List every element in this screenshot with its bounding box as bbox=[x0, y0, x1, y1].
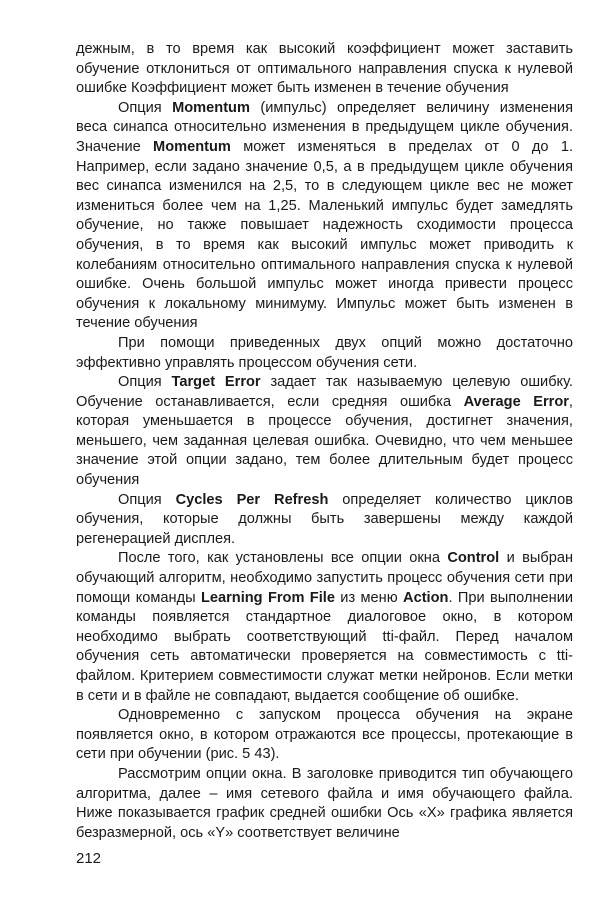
text-span: определяет количество циклов обучения, которые должны быть завершены между каждой регенерацией дисплея. bbox=[76, 491, 573, 547]
text-span: . При выполнении команды появляется стандартное диалоговое окно, в котором необходимо выбрать соответствующий tti-файл. Перед началом обучения сеть автоматически проверяется на совместимость с tti-файлом. Критерием совместимости служат метки нейронов. Если метки в сети и в файле не совпадают, выдается сообщение об ошибке. bbox=[76, 589, 573, 704]
bold-term: Action bbox=[403, 589, 449, 606]
bold-term: Control bbox=[447, 550, 500, 567]
bold-term: Target Error bbox=[171, 374, 261, 391]
text-span: из меню bbox=[334, 589, 404, 606]
bold-term: Average Error bbox=[463, 393, 569, 410]
bold-term: Learning From File bbox=[200, 589, 335, 606]
text-span: Одновременно с запуском процесса обучения на экране появляется окно, в котором отражаются все процессы, протекающие в сети при обучении (рис. 5 43). bbox=[76, 707, 573, 763]
bold-term: Momentum bbox=[172, 99, 250, 116]
bold-term: Cycles Per Refresh bbox=[175, 491, 329, 508]
text-span: Опция bbox=[118, 374, 172, 391]
text-span: может изменяться в пределах от 0 до 1. Например, если задано значение 0,5, а в предыдущем цикле обучения вес синапса изменился на 2,5, то в следующем цикле вес не может измениться более чем на 1,25. Маленький импульс будет замедлять обучение, но также повышает надежность сходимости процесса обучения, в то время как высокий импульс может приводить к колебаниям относительно оптимального направления спуска к нулевой ошибке. Очень большой импульс может иногда привести процесс обучения к локальному минимуму. Импульс может быть изменен в течение обучения bbox=[76, 138, 573, 332]
paragraph-6 bbox=[76, 706, 573, 765]
text-span: Рассмотрим опции окна. В заголовке приводится тип обучающего алгоритма, далее – имя сетевого файла и имя обучающего файла. Ниже показывается график средней ошибки Ось «X» графика является безразмерной, ось «Y» соответствует величине bbox=[76, 765, 573, 841]
text-span: задает так называемую целевую ошибку. Обучение останавливается, если средняя ошибка bbox=[76, 374, 573, 410]
paragraph-1 bbox=[76, 99, 573, 334]
paragraph-0 bbox=[76, 40, 573, 99]
paragraph-4 bbox=[76, 491, 573, 550]
text-span: дежным, в то время как высокий коэффициент может заставить обучение отклониться от оптимального направления спуска к нулевой ошибке Коэффициент может быть изменен в течение обучения bbox=[76, 41, 573, 97]
page-number: 212 bbox=[76, 850, 102, 867]
paragraph-2 bbox=[76, 334, 573, 373]
text-span: , которая уменьшается в процессе обучения, достигнет значения, меньшего, чем заданная целевая ошибка. Очевидно, что чем меньшее значение этой опции задано, тем более длительным будет процесс обучения bbox=[76, 393, 573, 489]
bold-term: Momentum bbox=[153, 138, 231, 155]
text-span: Опция bbox=[118, 491, 176, 508]
text-span: и выбран обучающий алгоритм, необходимо запустить процесс обучения сети при помощи команды bbox=[76, 550, 573, 606]
paragraph-7 bbox=[76, 765, 573, 843]
text-span: Опция bbox=[118, 99, 173, 116]
page-body bbox=[76, 40, 573, 843]
paragraph-5 bbox=[76, 549, 573, 706]
text-span: При помощи приведенных двух опций можно достаточно эффективно управлять процессом обучения сети. bbox=[76, 334, 573, 371]
text-span: (импульс) определяет величину изменения веса синапса относительно изменения в предыдущем цикле обучения. Значение bbox=[76, 99, 573, 155]
paragraph-3 bbox=[76, 373, 573, 491]
text-span: После того, как установлены все опции окна bbox=[118, 550, 448, 567]
